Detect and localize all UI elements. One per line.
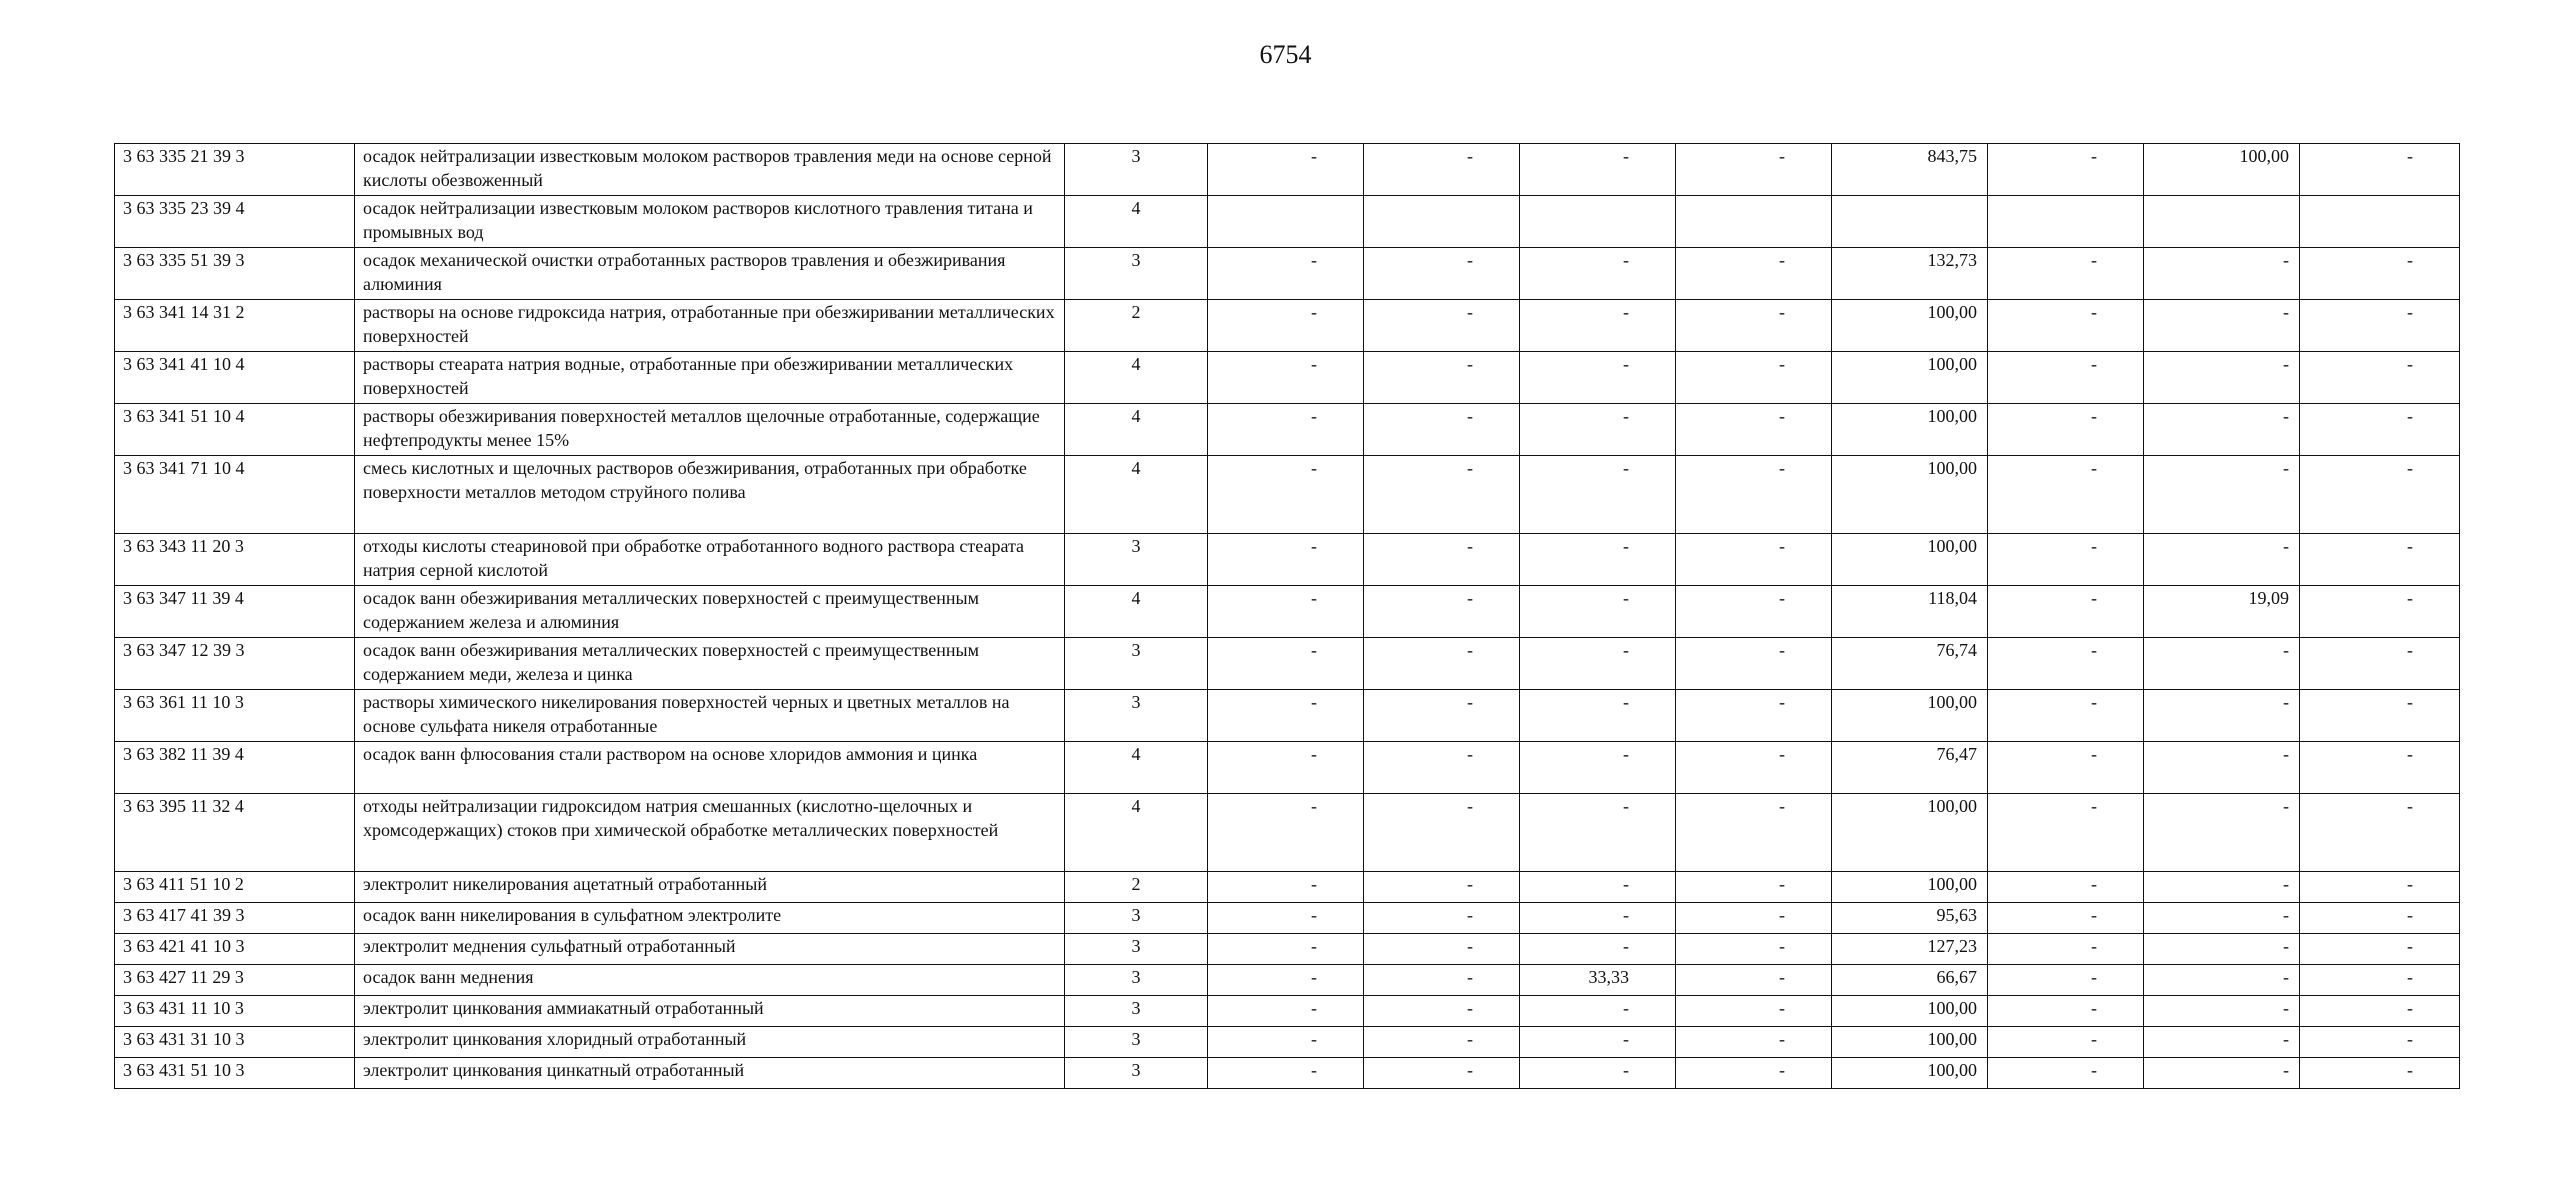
waste-name-cell: осадок ванн никелирования в сульфатном электролите bbox=[355, 903, 1065, 934]
hazard-class-cell: 3 bbox=[1065, 534, 1208, 586]
value-cell-1: - bbox=[1208, 934, 1364, 965]
value-cell-5: 100,00 bbox=[1832, 1027, 1988, 1058]
hazard-class-cell: 3 bbox=[1065, 934, 1208, 965]
waste-name-cell: смесь кислотных и щелочных растворов обезжиривания, отработанных при обработке поверхности металлов методом струйного полива bbox=[355, 456, 1065, 534]
value-cell-8: - bbox=[2300, 934, 2460, 965]
value-cell-2: - bbox=[1364, 742, 1520, 794]
value-cell-3 bbox=[1520, 196, 1676, 248]
value-cell-8: - bbox=[2300, 352, 2460, 404]
value-cell-4 bbox=[1676, 196, 1832, 248]
hazard-class-cell: 3 bbox=[1065, 638, 1208, 690]
value-cell-6: - bbox=[1988, 996, 2144, 1027]
hazard-class-cell: 2 bbox=[1065, 300, 1208, 352]
value-cell-2: - bbox=[1364, 404, 1520, 456]
waste-name-cell: отходы нейтрализации гидроксидом натрия смешанных (кислотно-щелочных и хромсодержащих) стоков при химической обработке металлических поверхностей bbox=[355, 794, 1065, 872]
hazard-class-cell: 4 bbox=[1065, 742, 1208, 794]
value-cell-5: 127,23 bbox=[1832, 934, 1988, 965]
page-number: 6754 bbox=[1259, 40, 1312, 69]
value-cell-7: 19,09 bbox=[2144, 586, 2300, 638]
value-cell-8: - bbox=[2300, 794, 2460, 872]
value-cell-7 bbox=[2144, 196, 2300, 248]
value-cell-7: - bbox=[2144, 872, 2300, 903]
value-cell-5: 100,00 bbox=[1832, 456, 1988, 534]
value-cell-4: - bbox=[1676, 872, 1832, 903]
waste-name-cell: растворы обезжиривания поверхностей металлов щелочные отработанные, содержащие нефтепродукты менее 15% bbox=[355, 404, 1065, 456]
table-row bbox=[115, 352, 2460, 404]
waste-name-cell: осадок механической очистки отработанных растворов травления и обезжиривания алюминия bbox=[355, 248, 1065, 300]
hazard-class-cell: 3 bbox=[1065, 690, 1208, 742]
hazard-class-cell: 2 bbox=[1065, 872, 1208, 903]
value-cell-3: - bbox=[1520, 352, 1676, 404]
value-cell-7: - bbox=[2144, 352, 2300, 404]
value-cell-5: 100,00 bbox=[1832, 1058, 1988, 1089]
value-cell-3: - bbox=[1520, 872, 1676, 903]
waste-code-cell: 3 63 343 11 20 3 bbox=[115, 534, 355, 586]
value-cell-2: - bbox=[1364, 1027, 1520, 1058]
value-cell-4: - bbox=[1676, 1058, 1832, 1089]
value-cell-6: - bbox=[1988, 903, 2144, 934]
hazard-class-cell: 4 bbox=[1065, 352, 1208, 404]
value-cell-2: - bbox=[1364, 586, 1520, 638]
value-cell-6: - bbox=[1988, 352, 2144, 404]
table-row bbox=[115, 144, 2460, 196]
value-cell-7: - bbox=[2144, 248, 2300, 300]
waste-name-cell: осадок ванн флюсования стали раствором на основе хлоридов аммония и цинка bbox=[355, 742, 1065, 794]
value-cell-2: - bbox=[1364, 300, 1520, 352]
value-cell-1: - bbox=[1208, 456, 1364, 534]
value-cell-7: - bbox=[2144, 1027, 2300, 1058]
value-cell-3: - bbox=[1520, 300, 1676, 352]
waste-code-cell: 3 63 335 51 39 3 bbox=[115, 248, 355, 300]
value-cell-8: - bbox=[2300, 638, 2460, 690]
table-row bbox=[115, 456, 2460, 534]
value-cell-4: - bbox=[1676, 742, 1832, 794]
waste-code-cell: 3 63 382 11 39 4 bbox=[115, 742, 355, 794]
value-cell-5: 100,00 bbox=[1832, 872, 1988, 903]
value-cell-6 bbox=[1988, 196, 2144, 248]
value-cell-3: - bbox=[1520, 1027, 1676, 1058]
value-cell-5: 118,04 bbox=[1832, 586, 1988, 638]
value-cell-2 bbox=[1364, 196, 1520, 248]
table-row bbox=[115, 965, 2460, 996]
waste-code-cell: 3 63 347 11 39 4 bbox=[115, 586, 355, 638]
waste-name-cell: электролит цинкования хлоридный отработанный bbox=[355, 1027, 1065, 1058]
value-cell-4: - bbox=[1676, 903, 1832, 934]
waste-name-cell: осадок нейтрализации известковым молоком растворов травления меди на основе серной кислоты обезвоженный bbox=[355, 144, 1065, 196]
table-row bbox=[115, 638, 2460, 690]
waste-code-cell: 3 63 335 21 39 3 bbox=[115, 144, 355, 196]
hazard-class-cell: 3 bbox=[1065, 248, 1208, 300]
value-cell-3: 33,33 bbox=[1520, 965, 1676, 996]
waste-code-cell: 3 63 341 14 31 2 bbox=[115, 300, 355, 352]
value-cell-2: - bbox=[1364, 903, 1520, 934]
value-cell-3: - bbox=[1520, 144, 1676, 196]
value-cell-1: - bbox=[1208, 965, 1364, 996]
value-cell-5: 100,00 bbox=[1832, 352, 1988, 404]
value-cell-7: - bbox=[2144, 965, 2300, 996]
table-row bbox=[115, 742, 2460, 794]
hazard-class-cell: 3 bbox=[1065, 144, 1208, 196]
value-cell-8: - bbox=[2300, 300, 2460, 352]
value-cell-1: - bbox=[1208, 300, 1364, 352]
table-row bbox=[115, 794, 2460, 872]
waste-name-cell: растворы стеарата натрия водные, отработанные при обезжиривании металлических поверхностей bbox=[355, 352, 1065, 404]
table-row bbox=[115, 1027, 2460, 1058]
value-cell-4: - bbox=[1676, 144, 1832, 196]
hazard-class-cell: 4 bbox=[1065, 404, 1208, 456]
value-cell-7: - bbox=[2144, 1058, 2300, 1089]
hazard-class-cell: 4 bbox=[1065, 586, 1208, 638]
waste-code-cell: 3 63 421 41 10 3 bbox=[115, 934, 355, 965]
waste-code-cell: 3 63 335 23 39 4 bbox=[115, 196, 355, 248]
value-cell-5: 843,75 bbox=[1832, 144, 1988, 196]
value-cell-5: 100,00 bbox=[1832, 534, 1988, 586]
hazard-class-cell: 3 bbox=[1065, 903, 1208, 934]
value-cell-1 bbox=[1208, 196, 1364, 248]
value-cell-4: - bbox=[1676, 638, 1832, 690]
waste-name-cell: электролит цинкования аммиакатный отработанный bbox=[355, 996, 1065, 1027]
value-cell-4: - bbox=[1676, 404, 1832, 456]
value-cell-5: 132,73 bbox=[1832, 248, 1988, 300]
waste-code-cell: 3 63 411 51 10 2 bbox=[115, 872, 355, 903]
value-cell-1: - bbox=[1208, 404, 1364, 456]
waste-name-cell: электролит цинкования цинкатный отработанный bbox=[355, 1058, 1065, 1089]
value-cell-3: - bbox=[1520, 1058, 1676, 1089]
value-cell-6: - bbox=[1988, 638, 2144, 690]
waste-name-cell: осадок нейтрализации известковым молоком растворов кислотного травления титана и промывных вод bbox=[355, 196, 1065, 248]
value-cell-6: - bbox=[1988, 872, 2144, 903]
value-cell-5: 66,67 bbox=[1832, 965, 1988, 996]
table-row bbox=[115, 872, 2460, 903]
value-cell-3: - bbox=[1520, 586, 1676, 638]
value-cell-8: - bbox=[2300, 1027, 2460, 1058]
value-cell-6: - bbox=[1988, 404, 2144, 456]
value-cell-8: - bbox=[2300, 965, 2460, 996]
hazard-class-cell: 3 bbox=[1065, 1027, 1208, 1058]
hazard-class-cell: 4 bbox=[1065, 196, 1208, 248]
value-cell-8: - bbox=[2300, 690, 2460, 742]
value-cell-8: - bbox=[2300, 903, 2460, 934]
waste-code-cell: 3 63 341 51 10 4 bbox=[115, 404, 355, 456]
value-cell-8: - bbox=[2300, 534, 2460, 586]
value-cell-8: - bbox=[2300, 872, 2460, 903]
table-row bbox=[115, 404, 2460, 456]
waste-table bbox=[114, 143, 2460, 1089]
value-cell-1: - bbox=[1208, 248, 1364, 300]
value-cell-5: 100,00 bbox=[1832, 404, 1988, 456]
value-cell-8: - bbox=[2300, 456, 2460, 534]
value-cell-5 bbox=[1832, 196, 1988, 248]
table-row bbox=[115, 934, 2460, 965]
waste-code-cell: 3 63 431 51 10 3 bbox=[115, 1058, 355, 1089]
table-row bbox=[115, 534, 2460, 586]
value-cell-4: - bbox=[1676, 456, 1832, 534]
value-cell-2: - bbox=[1364, 794, 1520, 872]
value-cell-2: - bbox=[1364, 144, 1520, 196]
value-cell-5: 100,00 bbox=[1832, 996, 1988, 1027]
value-cell-6: - bbox=[1988, 1058, 2144, 1089]
value-cell-7: - bbox=[2144, 534, 2300, 586]
hazard-class-cell: 3 bbox=[1065, 965, 1208, 996]
value-cell-6: - bbox=[1988, 1027, 2144, 1058]
value-cell-4: - bbox=[1676, 690, 1832, 742]
value-cell-2: - bbox=[1364, 638, 1520, 690]
value-cell-5: 100,00 bbox=[1832, 794, 1988, 872]
table-row bbox=[115, 996, 2460, 1027]
value-cell-2: - bbox=[1364, 690, 1520, 742]
waste-name-cell: растворы химического никелирования поверхностей черных и цветных металлов на основе сульфата никеля отработанные bbox=[355, 690, 1065, 742]
value-cell-4: - bbox=[1676, 300, 1832, 352]
value-cell-6: - bbox=[1988, 534, 2144, 586]
value-cell-3: - bbox=[1520, 404, 1676, 456]
value-cell-4: - bbox=[1676, 934, 1832, 965]
table-row bbox=[115, 300, 2460, 352]
value-cell-8: - bbox=[2300, 586, 2460, 638]
waste-code-cell: 3 63 431 11 10 3 bbox=[115, 996, 355, 1027]
value-cell-1: - bbox=[1208, 742, 1364, 794]
waste-code-cell: 3 63 361 11 10 3 bbox=[115, 690, 355, 742]
table-row bbox=[115, 1058, 2460, 1089]
value-cell-3: - bbox=[1520, 996, 1676, 1027]
value-cell-7: - bbox=[2144, 300, 2300, 352]
value-cell-4: - bbox=[1676, 586, 1832, 638]
value-cell-1: - bbox=[1208, 794, 1364, 872]
waste-name-cell: электролит меднения сульфатный отработанный bbox=[355, 934, 1065, 965]
value-cell-7: - bbox=[2144, 404, 2300, 456]
table-row bbox=[115, 903, 2460, 934]
value-cell-4: - bbox=[1676, 965, 1832, 996]
value-cell-5: 76,74 bbox=[1832, 638, 1988, 690]
value-cell-5: 100,00 bbox=[1832, 690, 1988, 742]
value-cell-4: - bbox=[1676, 794, 1832, 872]
value-cell-3: - bbox=[1520, 742, 1676, 794]
waste-code-cell: 3 63 431 31 10 3 bbox=[115, 1027, 355, 1058]
value-cell-1: - bbox=[1208, 1027, 1364, 1058]
value-cell-5: 76,47 bbox=[1832, 742, 1988, 794]
value-cell-6: - bbox=[1988, 965, 2144, 996]
value-cell-1: - bbox=[1208, 144, 1364, 196]
waste-code-cell: 3 63 341 41 10 4 bbox=[115, 352, 355, 404]
value-cell-2: - bbox=[1364, 248, 1520, 300]
value-cell-7: - bbox=[2144, 934, 2300, 965]
value-cell-6: - bbox=[1988, 742, 2144, 794]
value-cell-4: - bbox=[1676, 534, 1832, 586]
value-cell-7: - bbox=[2144, 456, 2300, 534]
value-cell-1: - bbox=[1208, 586, 1364, 638]
waste-name-cell: осадок ванн обезжиривания металлических поверхностей с преимущественным содержанием меди, железа и цинка bbox=[355, 638, 1065, 690]
value-cell-3: - bbox=[1520, 456, 1676, 534]
value-cell-8: - bbox=[2300, 144, 2460, 196]
value-cell-1: - bbox=[1208, 996, 1364, 1027]
value-cell-8 bbox=[2300, 196, 2460, 248]
value-cell-3: - bbox=[1520, 248, 1676, 300]
value-cell-6: - bbox=[1988, 144, 2144, 196]
value-cell-2: - bbox=[1364, 352, 1520, 404]
value-cell-5: 100,00 bbox=[1832, 300, 1988, 352]
value-cell-1: - bbox=[1208, 1058, 1364, 1089]
value-cell-2: - bbox=[1364, 534, 1520, 586]
value-cell-1: - bbox=[1208, 872, 1364, 903]
value-cell-2: - bbox=[1364, 965, 1520, 996]
value-cell-3: - bbox=[1520, 903, 1676, 934]
value-cell-1: - bbox=[1208, 903, 1364, 934]
value-cell-8: - bbox=[2300, 404, 2460, 456]
value-cell-3: - bbox=[1520, 690, 1676, 742]
value-cell-2: - bbox=[1364, 934, 1520, 965]
waste-name-cell: осадок ванн обезжиривания металлических поверхностей с преимущественным содержанием железа и алюминия bbox=[355, 586, 1065, 638]
value-cell-8: - bbox=[2300, 248, 2460, 300]
value-cell-6: - bbox=[1988, 690, 2144, 742]
value-cell-6: - bbox=[1988, 300, 2144, 352]
value-cell-3: - bbox=[1520, 794, 1676, 872]
waste-code-cell: 3 63 417 41 39 3 bbox=[115, 903, 355, 934]
value-cell-1: - bbox=[1208, 534, 1364, 586]
value-cell-2: - bbox=[1364, 456, 1520, 534]
hazard-class-cell: 3 bbox=[1065, 1058, 1208, 1089]
waste-code-cell: 3 63 427 11 29 3 bbox=[115, 965, 355, 996]
table-row bbox=[115, 690, 2460, 742]
value-cell-8: - bbox=[2300, 1058, 2460, 1089]
table-row bbox=[115, 196, 2460, 248]
waste-name-cell: отходы кислоты стеариновой при обработке отработанного водного раствора стеарата натрия серной кислотой bbox=[355, 534, 1065, 586]
waste-name-cell: растворы на основе гидроксида натрия, отработанные при обезжиривании металлических поверхностей bbox=[355, 300, 1065, 352]
value-cell-2: - bbox=[1364, 996, 1520, 1027]
value-cell-5: 95,63 bbox=[1832, 903, 1988, 934]
value-cell-2: - bbox=[1364, 1058, 1520, 1089]
value-cell-7: - bbox=[2144, 794, 2300, 872]
value-cell-1: - bbox=[1208, 352, 1364, 404]
value-cell-6: - bbox=[1988, 794, 2144, 872]
value-cell-7: - bbox=[2144, 690, 2300, 742]
value-cell-7: - bbox=[2144, 742, 2300, 794]
table-row bbox=[115, 586, 2460, 638]
value-cell-4: - bbox=[1676, 248, 1832, 300]
hazard-class-cell: 3 bbox=[1065, 996, 1208, 1027]
value-cell-4: - bbox=[1676, 352, 1832, 404]
waste-name-cell: осадок ванн меднения bbox=[355, 965, 1065, 996]
value-cell-6: - bbox=[1988, 456, 2144, 534]
value-cell-8: - bbox=[2300, 996, 2460, 1027]
table-row bbox=[115, 248, 2460, 300]
value-cell-7: - bbox=[2144, 638, 2300, 690]
value-cell-1: - bbox=[1208, 690, 1364, 742]
value-cell-6: - bbox=[1988, 248, 2144, 300]
value-cell-3: - bbox=[1520, 534, 1676, 586]
value-cell-3: - bbox=[1520, 934, 1676, 965]
value-cell-8: - bbox=[2300, 742, 2460, 794]
waste-name-cell: электролит никелирования ацетатный отработанный bbox=[355, 872, 1065, 903]
value-cell-7: - bbox=[2144, 996, 2300, 1027]
value-cell-6: - bbox=[1988, 934, 2144, 965]
value-cell-2: - bbox=[1364, 872, 1520, 903]
value-cell-4: - bbox=[1676, 1027, 1832, 1058]
value-cell-6: - bbox=[1988, 586, 2144, 638]
hazard-class-cell: 4 bbox=[1065, 456, 1208, 534]
waste-code-cell: 3 63 347 12 39 3 bbox=[115, 638, 355, 690]
value-cell-1: - bbox=[1208, 638, 1364, 690]
value-cell-3: - bbox=[1520, 638, 1676, 690]
value-cell-7: 100,00 bbox=[2144, 144, 2300, 196]
value-cell-7: - bbox=[2144, 903, 2300, 934]
value-cell-4: - bbox=[1676, 996, 1832, 1027]
waste-code-cell: 3 63 395 11 32 4 bbox=[115, 794, 355, 872]
hazard-class-cell: 4 bbox=[1065, 794, 1208, 872]
waste-code-cell: 3 63 341 71 10 4 bbox=[115, 456, 355, 534]
